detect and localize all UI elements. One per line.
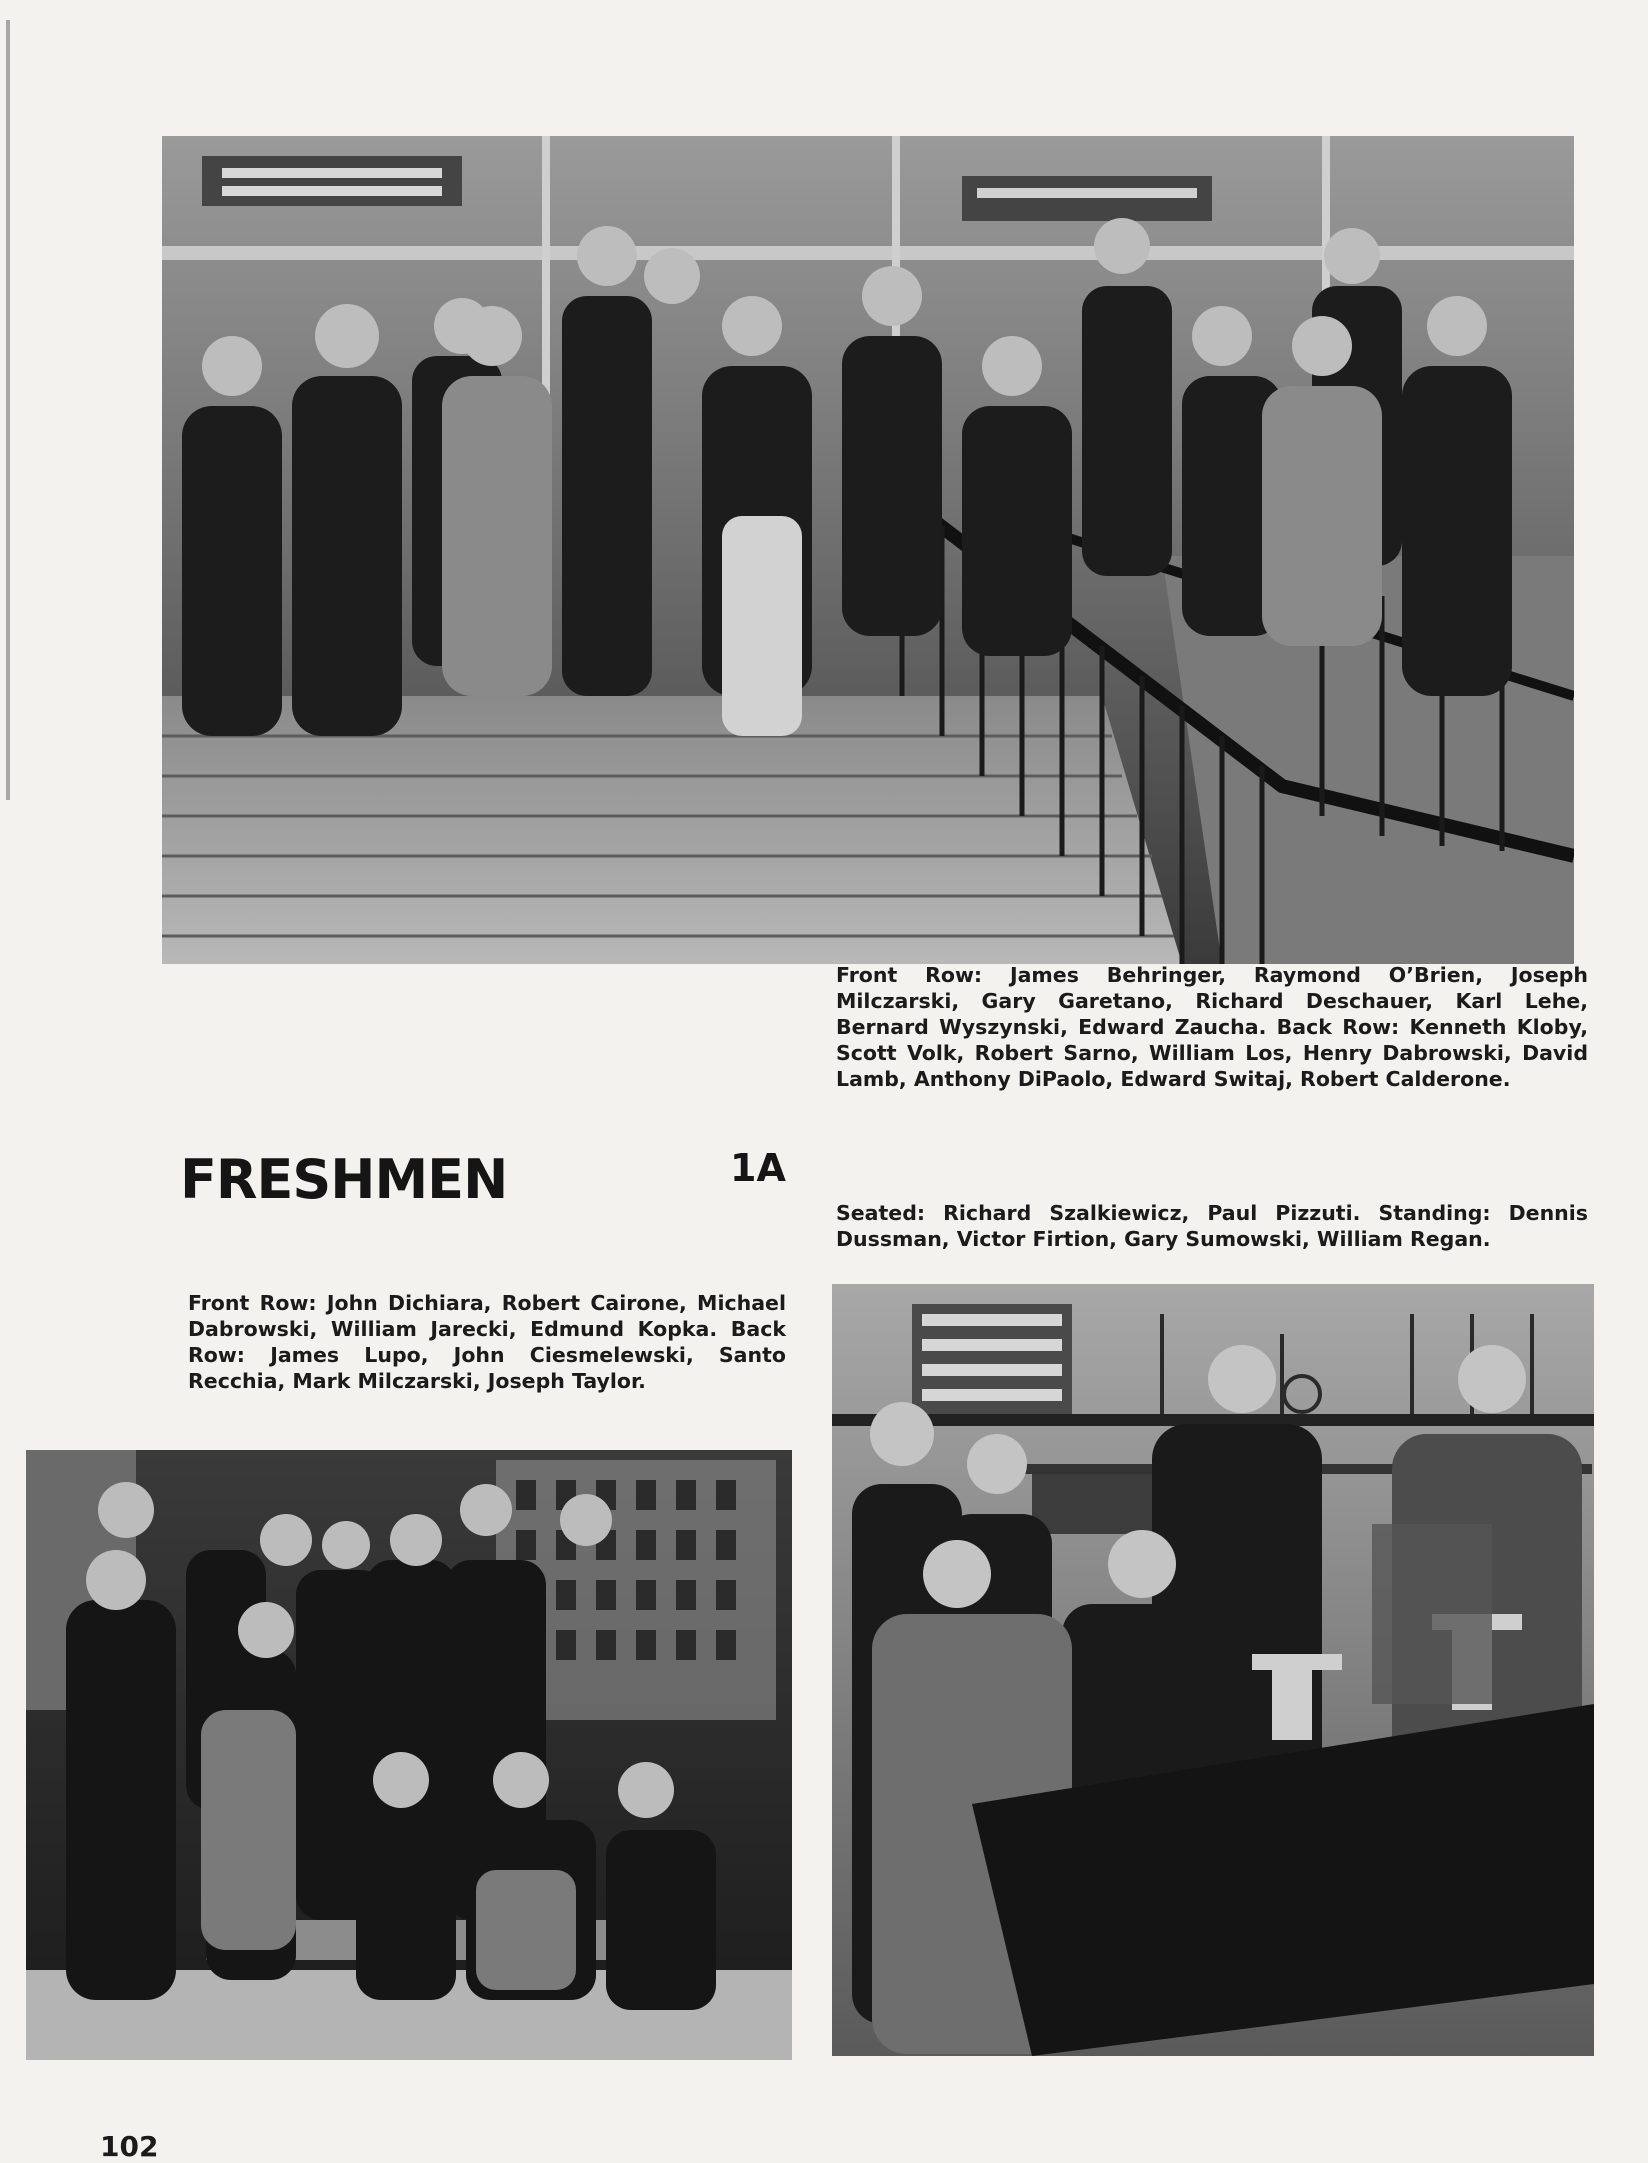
class-photo-courtyard — [26, 1450, 792, 2060]
page-number: 102 — [100, 2130, 159, 2163]
courtyard-photo-graphic — [26, 1450, 792, 2060]
lab-photo-caption: Seated: Richard Szalkiewicz, Paul Pizzuti. Standing: Dennis Dussman, Victor Firtion, Gary Sumowski, William Regan. — [836, 1201, 1588, 1251]
laboratory-photo-graphic — [832, 1284, 1594, 2056]
section-title: FRESHMEN — [180, 1148, 508, 1211]
staircase-photo-graphic — [162, 136, 1574, 964]
page-binding-edge — [6, 20, 10, 800]
class-code: 1A — [730, 1146, 786, 1190]
class-photo-staircase — [162, 136, 1574, 964]
class-photo-laboratory — [832, 1284, 1594, 2056]
staircase-photo-caption: Front Row: James Behringer, Raymond O’Brien, Joseph Milczarski, Gary Garetano, Richard Deschauer, Karl Lehe, Bernard Wyszynski, Edward Zaucha. Back Row: Kenneth Kloby, Scott Volk, Robert Sarno, William Los, Henry Dabrowski, David Lamb, Anthony DiPaolo, Edward Switaj, Robert Calderone. — [836, 963, 1588, 1091]
courtyard-photo-caption: Front Row: John Dichiara, Robert Cairone, Michael Dabrowski, William Jarecki, Edmund Kopka. Back Row: James Lupo, John Ciesmelewski, Santo Recchia, Mark Milczarski, Joseph Taylor. — [188, 1291, 786, 1393]
